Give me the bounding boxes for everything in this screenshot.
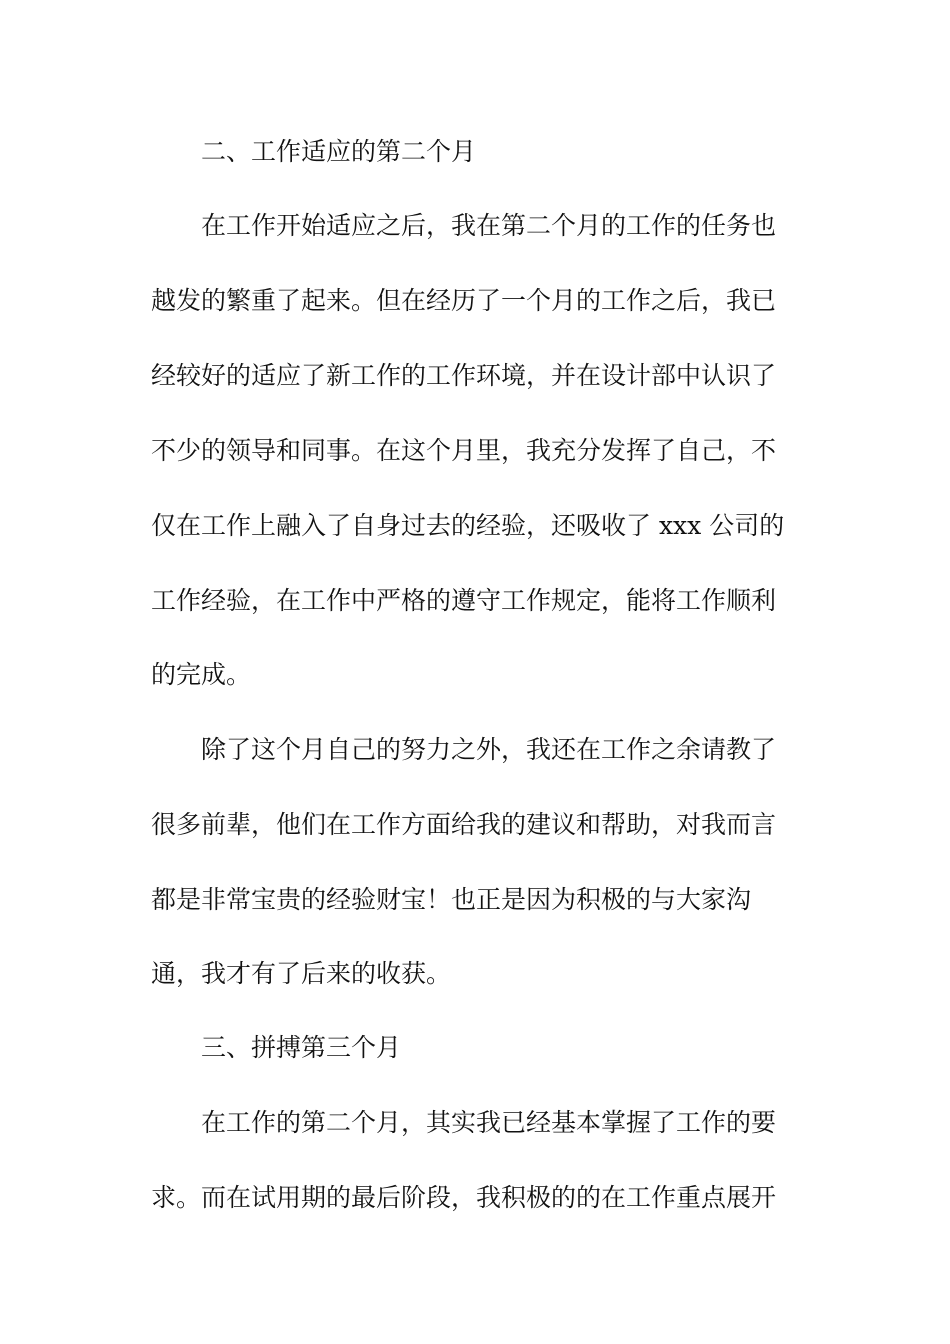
paragraph-line: 越发的繁重了起来。但在经历了一个月的工作之后，我已 — [151, 286, 777, 315]
paragraph-line: 除了这个月自己的努力之外，我还在工作之余请教了 — [201, 735, 777, 764]
paragraph-line: 很多前辈，他们在工作方面给我的建议和帮助，对我而言 — [151, 810, 777, 839]
paragraph-line: 仅在工作上融入了自身过去的经验，还吸收了 xxx 公司的 — [151, 511, 785, 540]
paragraph-line: 工作经验，在工作中严格的遵守工作规定，能将工作顺利 — [151, 586, 777, 615]
paragraph-line: 在工作开始适应之后，我在第二个月的工作的任务也 — [201, 211, 777, 240]
paragraph-line: 通，我才有了后来的收获。 — [151, 959, 452, 988]
section-heading-2: 二、工作适应的第二个月 — [201, 137, 477, 166]
paragraph-line: 经较好的适应了新工作的工作环境，并在设计部中认识了 — [151, 361, 777, 390]
paragraph-line: 求。而在试用期的最后阶段，我积极的的在工作重点展开 — [151, 1183, 777, 1212]
paragraph-line: 都是非常宝贵的经验财宝！也正是因为积极的与大家沟 — [151, 885, 752, 914]
paragraph-line: 的完成。 — [151, 660, 252, 689]
paragraph-line: 不少的领导和同事。在这个月里，我充分发挥了自己，不 — [151, 436, 777, 465]
paragraph-line: 在工作的第二个月，其实我已经基本掌握了工作的要 — [201, 1108, 777, 1137]
section-heading-3: 三、拼搏第三个月 — [201, 1033, 402, 1062]
